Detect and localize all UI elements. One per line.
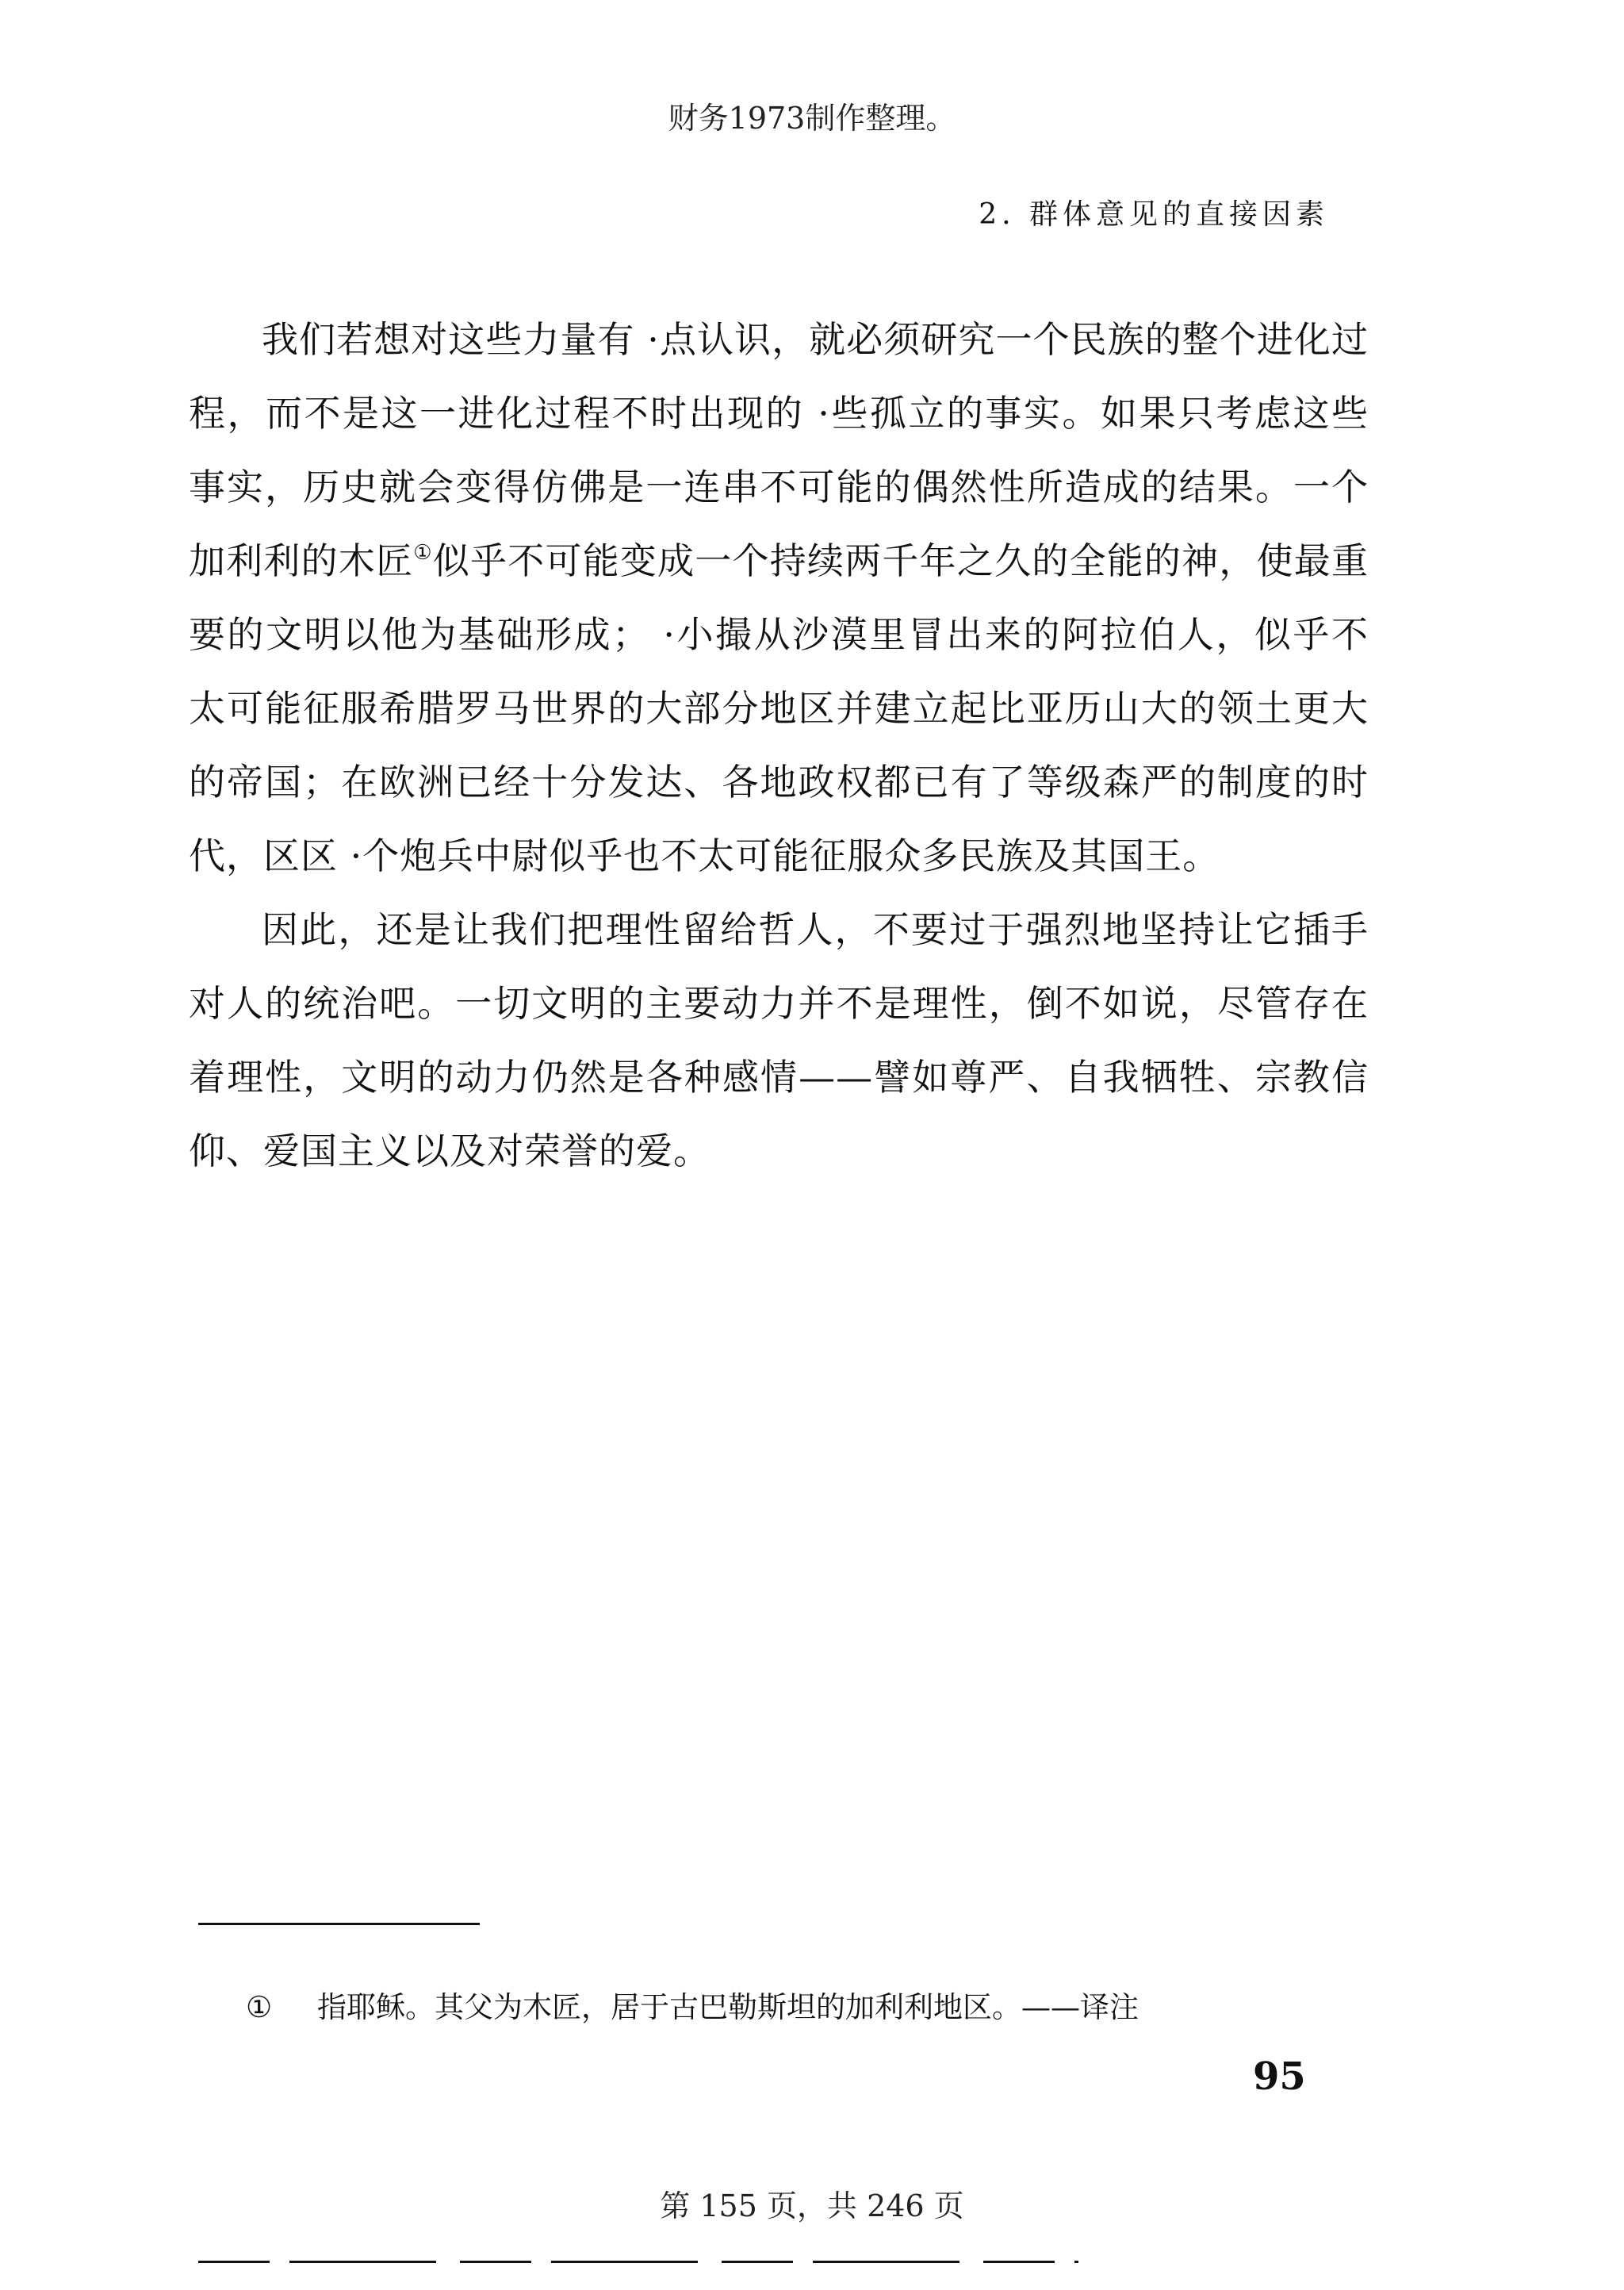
footnote	[246, 1988, 1356, 2027]
body-text	[189, 303, 1369, 1188]
paragraph-1	[189, 303, 1369, 893]
watermark-text: 财务1973制作整理。	[668, 101, 956, 136]
paragraph-1-text-before: 我们若想对这些力量有 ·点认识，就必须研究一个民族的整个进化过程，而不是这一进化过程不时出现的 ·些孤立的事实。如果只考虑这些事实，历史就会变得仿佛是一连串不可能的偶然性所造成的结果。一个加利利的木匠	[189, 318, 1369, 582]
page-indicator: 第 155 页，共 246 页	[660, 2188, 964, 2223]
bottom-scan-line	[198, 2261, 1078, 2263]
paragraph-1-text-after: 似乎不可能变成一个持续两千年之久的全能的神，使最重要的文明以他为基础形成； ·小撮从沙漠里冒出来的阿拉伯人，似乎不太可能征服希腊罗马世界的大部分地区并建立起比亚历山大的领土更大的帝国；在欧洲已经十分发达、各地政权都已有了等级森严的制度的时代，区区 ·个炮兵中尉似乎也不太可能征服众多民族及其国王。	[189, 539, 1369, 877]
footnote-reference: ①	[413, 541, 433, 565]
footnote-mark: ①	[246, 1990, 273, 2024]
running-head: 2. 群体意见的直接因素	[979, 198, 1329, 231]
footnote-divider	[198, 1923, 480, 1925]
paragraph-2: 因此，还是让我们把理性留给哲人，不要过于强烈地坚持让它插手对人的统治吧。一切文明的主要动力并不是理性，倒不如说，尽管存在着理性，文明的动力仍然是各种感情——譬如尊严、自我牺牲、宗教信仰、爱国主义以及对荣誉的爱。	[189, 908, 1369, 1172]
page-number: 95	[1253, 2054, 1306, 2099]
footnote-text: 指耶稣。其父为木匠，居于古巴勒斯坦的加利利地区。——译注	[317, 1990, 1139, 2024]
